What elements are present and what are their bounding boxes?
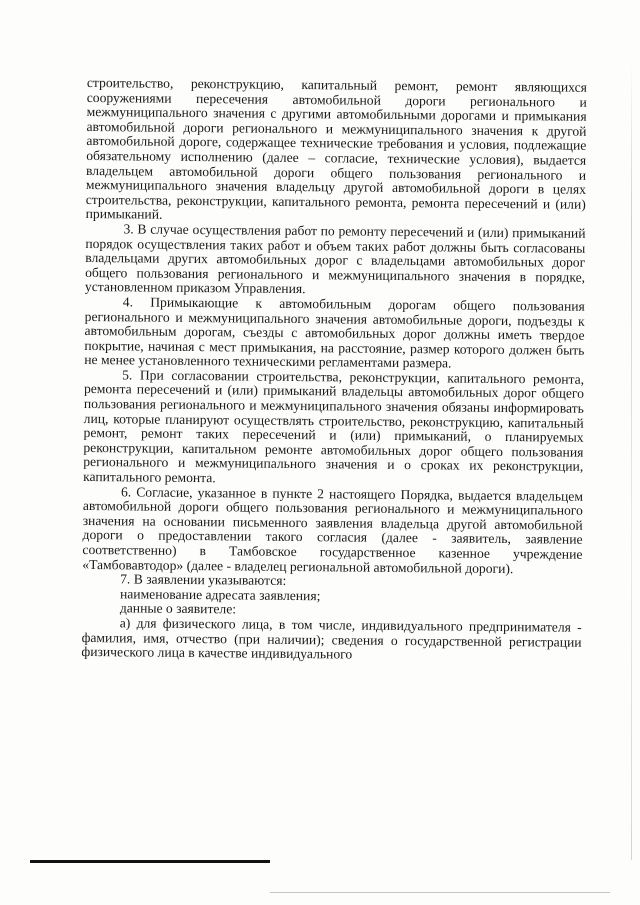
list-item-applicant-data: данные о заявителе: [119, 600, 237, 617]
paragraph-6: 6. Согласие, указанное в пункте 2 настоящего Порядка, выдается владельцем автомобильной дороги общего пользования регионального и межмуниципального значения на основании письменного заявления владельца другой автомобильной дороги о предоставлении такого согласия (далее - заявитель, заявление соответственно) в Тамбовское государственное казенное учреждение «Тамбовавтодор» (далее - владелец региональной автомобильной дороги). [82, 483, 584, 576]
footnote-rule [30, 860, 270, 863]
paragraph-2-continued: строительство, реконструкцию, капитальный ремонт, ремонт являющихся сооружениями пересечения автомобильной дороги регионального и межмуниципального значения с другими автомобильными дорогами и примыкания автомобильной дороги регионального и межмуниципального значения к другой автомобильной дороге, содержащее технические требования и условия, подлежащие обязательному исполнению (далее – согласие, технические условия), выдается владельцем автомобильной дороги общего пользования регионального и межмуниципального значения владельцу другой автомобильной дороги в целях строительства, реконструкции, капитального ремонта, ремонта пересечений и (или) примыканий. [85, 75, 587, 223]
scan-edge-shadow [631, 60, 632, 860]
scan-bottom-line [270, 892, 610, 893]
list-item-addressee: наименование адресата заявления; [119, 586, 321, 604]
paragraph-5: 5. При согласовании строительства, реконструкции, капитального ремонта, ремонта пересечений и (или) примыканий владельцы автомобильных дорог общего пользования регионального и межмуниципального значения обязаны информировать лиц, которые планируют осуществлять строительство, реконструкцию, капитальный ремонт, ремонт таких пересечений и (или) примыканий, о планируемых реконструкции, капитальном ремонте автомобильных дорог общего пользования регионального и межмуниципального значения и о сроках их реконструкции, капитального ремонта. [83, 367, 585, 486]
subitem-a-physical-person: а) для физического лица, в том числе, индивидуального предпринимателя - фамилия, имя, отчество (при наличии); сведения о государственной регистрации физического лица в качестве индивидуального [81, 615, 582, 662]
paragraph-4: 4. Примыкающие к автомобильным дорогам общего пользования регионального и межмуниципального значения автомобильные дороги, подъезды к автомобильным дорогам, съезды с автомобильных дорог должны иметь твердое покрытие, начиная с мест примыкания, на расстояние, размер которого должен быть не менее установленного техническими регламентами размера. [84, 294, 585, 371]
paragraph-7-heading: 7. В заявлении указываются: [120, 571, 287, 589]
paragraph-3: 3. В случае осуществления работ по ремонту пересечений и (или) примыканий порядок осуществления таких работ и объем таких работ должны быть согласованы владельцами других автомобильных дорог с владельцами автомобильных дорог общего пользования регионального и межмуниципального значения в порядке, установленном приказом Управления. [84, 221, 586, 297]
document-body [81, 76, 587, 665]
